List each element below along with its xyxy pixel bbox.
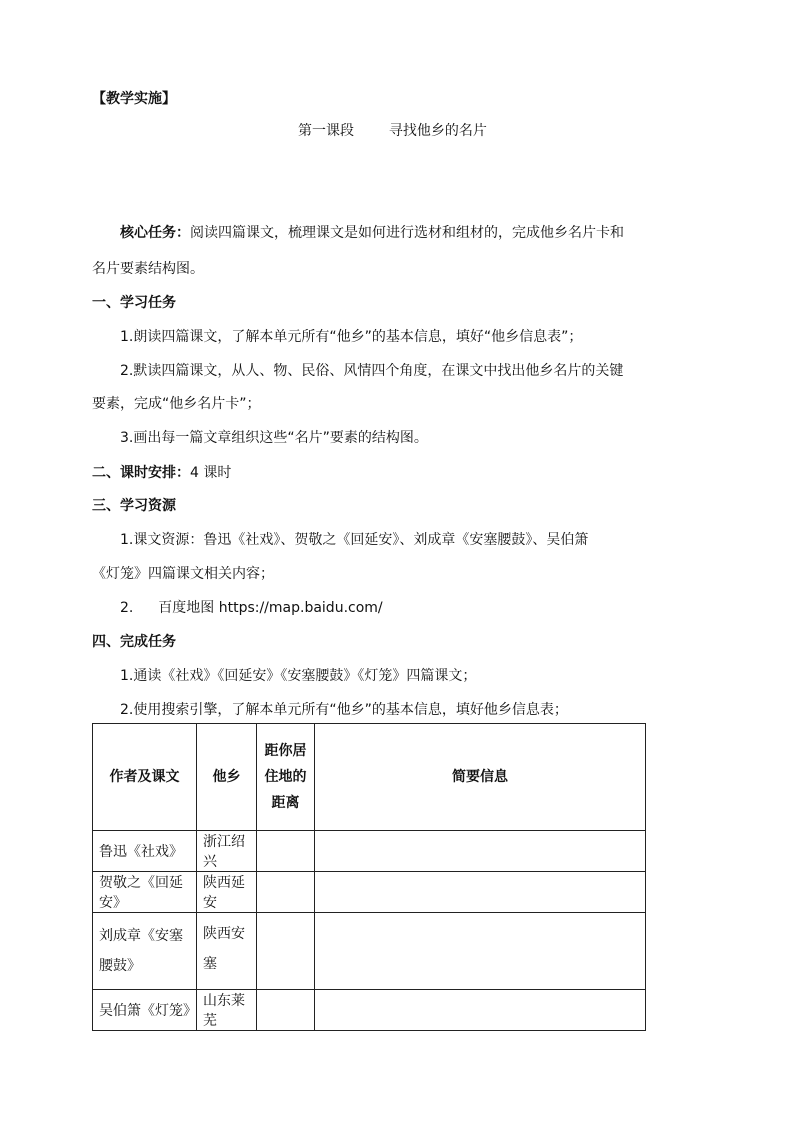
cell-info[interactable] bbox=[315, 990, 646, 1031]
table-row bbox=[93, 872, 646, 913]
core-task-label: 核心任务： bbox=[120, 225, 190, 241]
core-task-line2: 名片要素结构图。 bbox=[92, 261, 204, 277]
heading-resources: 三、学习资源 bbox=[92, 498, 176, 514]
heading-complete-tasks: 四、完成任务 bbox=[92, 634, 176, 650]
core-task-text: 阅读四篇课文，梳理课文是如何进行选材和组材的，完成他乡名片卡和 bbox=[190, 225, 624, 241]
table-header-row bbox=[93, 724, 646, 831]
cell-place: 陕西延安 bbox=[197, 872, 257, 913]
header-distance-l1: 距你居 bbox=[264, 743, 307, 759]
stage-label: 第一课段 bbox=[298, 123, 354, 139]
title-name: 寻找他乡的名片 bbox=[388, 123, 487, 139]
cell-place: 山东莱芜 bbox=[197, 990, 257, 1031]
header-distance bbox=[257, 724, 315, 831]
header-author: 作者及课文 bbox=[93, 724, 197, 831]
resource-2-number: 2. bbox=[120, 600, 134, 616]
section-tag: 【教学实施】 bbox=[92, 91, 176, 107]
cell-author: 鲁迅《社戏》 bbox=[93, 831, 197, 872]
baidu-map-link[interactable]: 百度地图 https://map.baidu.com/ bbox=[158, 600, 383, 616]
header-distance-l3: 距离 bbox=[271, 795, 300, 811]
schedule-value: 4 课时 bbox=[190, 465, 232, 481]
cell-distance[interactable] bbox=[257, 831, 315, 872]
cell-distance[interactable] bbox=[257, 872, 315, 913]
cell-info[interactable] bbox=[315, 872, 646, 913]
header-info: 简要信息 bbox=[315, 724, 646, 831]
cell-author: 刘成章《安塞腰鼓》 bbox=[93, 913, 197, 990]
learning-task-2-line1: 2.默读四篇课文，从人、物、民俗、风情四个角度，在课文中找出他乡名片的关键 bbox=[120, 363, 624, 379]
cell-info[interactable] bbox=[315, 831, 646, 872]
table-row bbox=[93, 990, 646, 1031]
cell-distance[interactable] bbox=[257, 990, 315, 1031]
cell-author: 吴伯箫《灯笼》 bbox=[93, 990, 197, 1031]
complete-task-1: 1.通读《社戏》《回延安》《安塞腰鼓》《灯笼》四篇课文； bbox=[120, 668, 477, 684]
learning-task-2-line2: 要素，完成“他乡名片卡”； bbox=[92, 396, 261, 412]
header-place: 他乡 bbox=[197, 724, 257, 831]
schedule-line bbox=[92, 462, 231, 482]
core-task-line1 bbox=[120, 222, 624, 242]
heading-learning-tasks: 一、学习任务 bbox=[92, 295, 176, 311]
other-hometown-info-table bbox=[92, 723, 646, 1031]
table-row bbox=[93, 913, 646, 990]
complete-task-2: 2.使用搜索引擎，了解本单元所有“他乡”的基本信息，填好他乡信息表； bbox=[120, 702, 568, 718]
cell-place: 浙江绍兴 bbox=[197, 831, 257, 872]
resource-1-line2: 《灯笼》四篇课文相关内容； bbox=[92, 566, 274, 582]
cell-info[interactable] bbox=[315, 913, 646, 990]
cell-distance[interactable] bbox=[257, 913, 315, 990]
cell-author: 贺敬之《回延安》 bbox=[93, 872, 197, 913]
table-row bbox=[93, 831, 646, 872]
heading-schedule: 二、课时安排： bbox=[92, 465, 190, 481]
page-title bbox=[298, 120, 487, 140]
cell-place: 陕西安塞 bbox=[197, 913, 257, 990]
learning-task-3: 3.画出每一篇文章组织这些“名片”要素的结构图。 bbox=[120, 430, 428, 446]
learning-task-1: 1.朗读四篇课文，了解本单元所有“他乡”的基本信息，填好“他乡信息表”； bbox=[120, 329, 583, 345]
header-distance-l2: 住地的 bbox=[264, 769, 307, 785]
resource-2 bbox=[120, 597, 383, 617]
resource-1-line1: 1.课文资源：鲁迅《社戏》、贺敬之《回延安》、刘成章《安塞腰鼓》、吴伯箫 bbox=[120, 532, 589, 548]
